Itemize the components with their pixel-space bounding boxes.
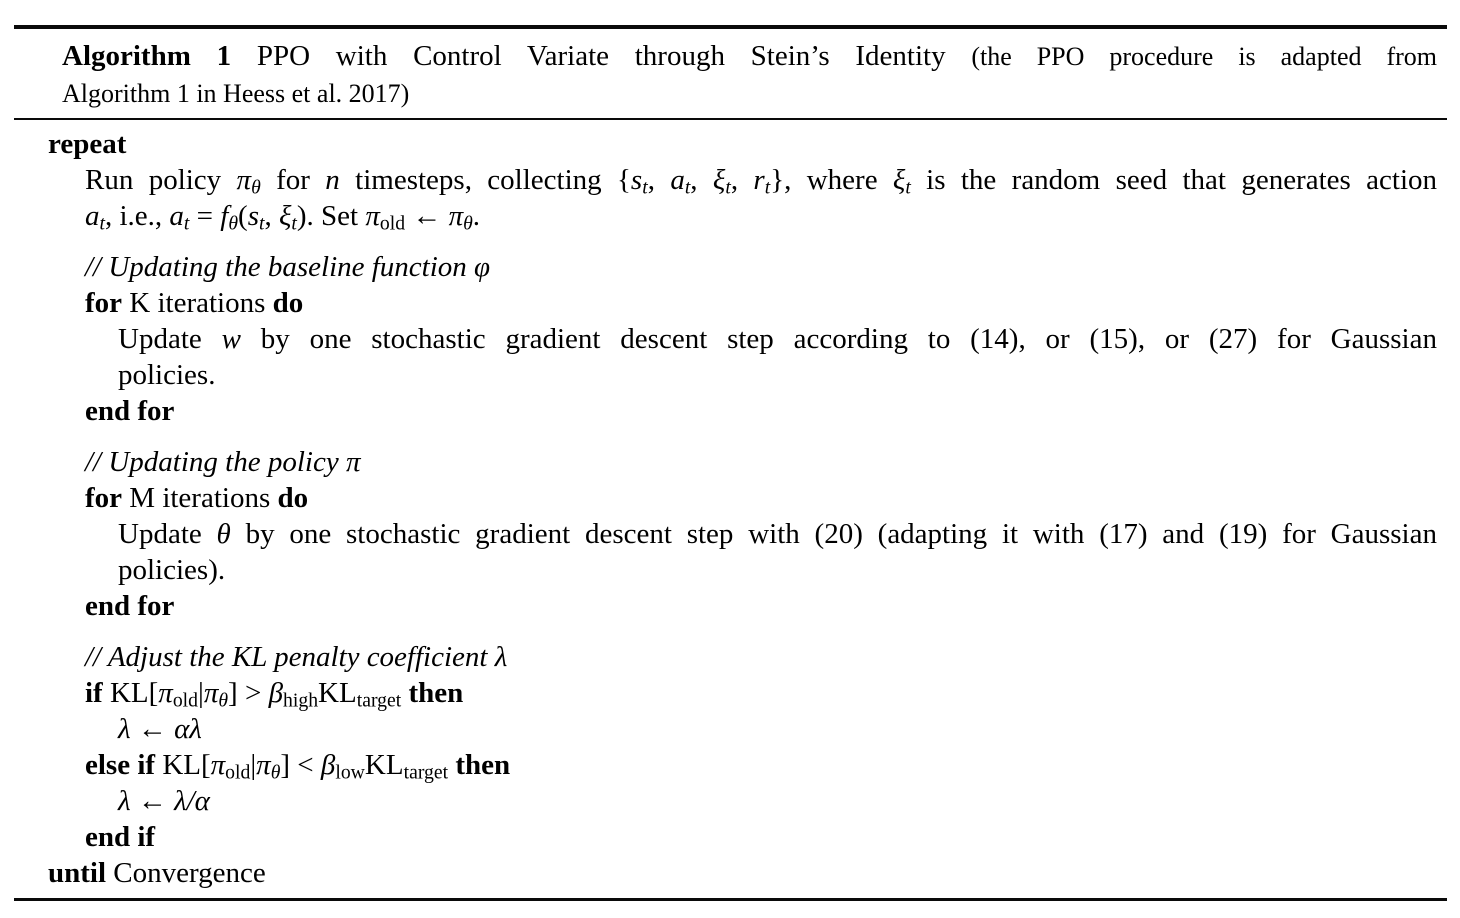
text-segment: do xyxy=(272,287,304,319)
text-segment: // Adjust the KL penalty coefficient xyxy=(85,641,495,673)
text-segment: | xyxy=(198,677,204,709)
text-segment: t xyxy=(258,212,265,235)
text-segment: t xyxy=(905,176,911,199)
line-update-theta xyxy=(0,516,1437,552)
text-segment: repeat xyxy=(48,128,127,160)
text-segment: ). Set xyxy=(296,200,366,232)
text-segment: π xyxy=(210,749,226,781)
text-segment: PPO with Control Variate through Stein’s Identity xyxy=(231,40,972,72)
text-segment: λ/α xyxy=(174,785,210,817)
text-segment: θ xyxy=(463,212,473,235)
text-segment: t xyxy=(764,176,771,199)
caption-line-1 xyxy=(14,38,1437,75)
text-segment: θ xyxy=(218,689,229,712)
algorithm-caption xyxy=(0,38,1460,116)
text-segment: π xyxy=(448,200,464,232)
text-segment: s xyxy=(247,200,259,232)
text-segment: , xyxy=(264,200,279,232)
text-segment: end for xyxy=(85,590,175,622)
text-segment: αλ xyxy=(174,713,202,745)
text-segment: timesteps, collecting { xyxy=(339,164,631,196)
text-segment: s xyxy=(630,164,643,196)
text-segment: for xyxy=(260,164,326,196)
text-segment: ( xyxy=(238,200,248,232)
text-segment: }, where xyxy=(770,164,893,196)
text-segment: t xyxy=(725,176,731,199)
text-segment: target xyxy=(356,689,402,712)
line-run-policy xyxy=(0,162,1437,198)
text-segment: end for xyxy=(85,395,175,427)
text-segment: KL[ xyxy=(102,677,159,709)
text-segment: K iterations xyxy=(122,287,273,319)
text-segment: β xyxy=(268,677,284,709)
line-policies-paren xyxy=(0,552,1437,588)
text-segment: ← xyxy=(130,713,175,745)
text-segment: old xyxy=(172,689,199,712)
text-segment: do xyxy=(277,482,309,514)
text-segment: policies. xyxy=(118,359,216,391)
line-policies-period xyxy=(0,357,1437,393)
line-lambda-increase xyxy=(0,711,1437,747)
text-segment: old xyxy=(379,212,406,235)
comment-policy-update xyxy=(0,444,1437,480)
text-segment: ← xyxy=(130,785,175,817)
text-segment: λ xyxy=(494,641,508,673)
line-lambda-decrease xyxy=(0,783,1437,819)
line-until-convergence xyxy=(0,855,1437,891)
text-segment: Update xyxy=(118,518,217,550)
text-segment: t xyxy=(183,212,190,235)
line-for-m-iterations xyxy=(0,480,1437,516)
text-segment: then xyxy=(455,749,511,781)
text-segment: φ xyxy=(474,251,491,283)
text-segment: Algorithm 1 xyxy=(62,40,232,72)
text-segment: θ xyxy=(251,176,261,199)
text-segment: high xyxy=(283,689,319,712)
text-segment: Update xyxy=(118,323,222,355)
text-segment: π xyxy=(236,164,252,196)
text-segment: old xyxy=(225,761,251,784)
text-segment: is the random seed that generates action xyxy=(910,164,1438,196)
text-segment: , xyxy=(647,164,671,196)
text-segment: then xyxy=(408,677,464,709)
text-segment: θ xyxy=(270,761,281,784)
line-end-if xyxy=(0,819,1437,855)
text-segment: n xyxy=(325,164,340,196)
text-segment: , i.e., xyxy=(104,200,170,232)
text-segment: ] > xyxy=(228,677,269,709)
text-segment: r xyxy=(753,164,765,196)
line-end-for-2 xyxy=(0,588,1437,624)
text-segment: else if xyxy=(85,749,156,781)
text-segment: for xyxy=(85,287,123,319)
text-segment: = xyxy=(189,200,221,232)
text-segment: ← xyxy=(405,200,449,232)
line-update-w xyxy=(0,321,1437,357)
text-segment: , xyxy=(690,164,713,196)
text-segment: t xyxy=(291,212,297,235)
line-end-for-1 xyxy=(0,393,1437,429)
text-segment: a xyxy=(670,164,685,196)
text-segment: Run policy xyxy=(85,164,237,196)
line-action-def xyxy=(0,198,1437,234)
text-segment: // Updating the policy xyxy=(85,446,346,478)
algorithm-body xyxy=(0,120,1460,891)
text-segment: w xyxy=(221,323,241,355)
text-segment: θ xyxy=(216,518,231,550)
text-segment: π xyxy=(256,749,271,781)
text-segment: ξ xyxy=(278,200,292,232)
text-segment: until xyxy=(48,857,107,889)
text-segment: (the PPO procedure is adapted from xyxy=(971,42,1438,71)
text-segment: Algorithm 1 in Heess et al. 2017) xyxy=(62,79,410,108)
text-segment: a xyxy=(169,200,184,232)
text-segment: end if xyxy=(85,821,156,853)
text-segment: // Updating the baseline function xyxy=(85,251,475,283)
text-segment: t xyxy=(99,212,105,235)
text-segment: low xyxy=(335,761,365,784)
text-segment: λ xyxy=(118,713,131,745)
text-segment: f xyxy=(220,200,229,232)
text-segment: t xyxy=(642,176,648,199)
comment-baseline-update xyxy=(0,249,1437,285)
bottom-rule xyxy=(14,898,1447,901)
comment-kl-penalty xyxy=(0,639,1437,675)
text-segment: a xyxy=(85,200,100,232)
text-segment: policies). xyxy=(118,554,226,586)
top-rule xyxy=(14,25,1447,29)
text-segment: ξ xyxy=(892,164,906,196)
line-repeat xyxy=(0,126,1437,162)
text-segment: by one stochastic gradient descent step according to (14), or (15), or (27) for Gaussian xyxy=(240,323,1437,355)
text-segment: π xyxy=(345,446,361,478)
text-segment: target xyxy=(403,761,449,784)
text-segment: t xyxy=(684,176,691,199)
caption-line-2 xyxy=(14,75,1437,112)
text-segment: if xyxy=(85,677,103,709)
text-segment: ] < xyxy=(280,749,321,781)
text-segment: KL xyxy=(364,749,404,781)
text-segment: π xyxy=(365,200,380,232)
text-segment: λ xyxy=(118,785,131,817)
text-segment: Convergence xyxy=(106,857,266,889)
text-segment: | xyxy=(250,749,257,781)
text-segment: β xyxy=(320,749,336,781)
text-segment: for xyxy=(85,482,123,514)
text-segment: π xyxy=(203,677,219,709)
text-segment: ξ xyxy=(712,164,726,196)
text-segment: M iterations xyxy=(122,482,278,514)
text-segment: , xyxy=(730,164,754,196)
text-segment: π xyxy=(158,677,173,709)
text-segment: KL xyxy=(318,677,357,709)
text-segment: θ xyxy=(228,212,239,235)
line-for-k-iterations xyxy=(0,285,1437,321)
text-segment: . xyxy=(472,200,481,232)
text-segment: KL[ xyxy=(155,749,211,781)
line-if-kl-high xyxy=(0,675,1437,711)
line-else-if-kl-low xyxy=(0,747,1437,783)
text-segment: by one stochastic gradient descent step with (20) (adapting it with (17) and (19) for Gaussian xyxy=(230,518,1437,550)
